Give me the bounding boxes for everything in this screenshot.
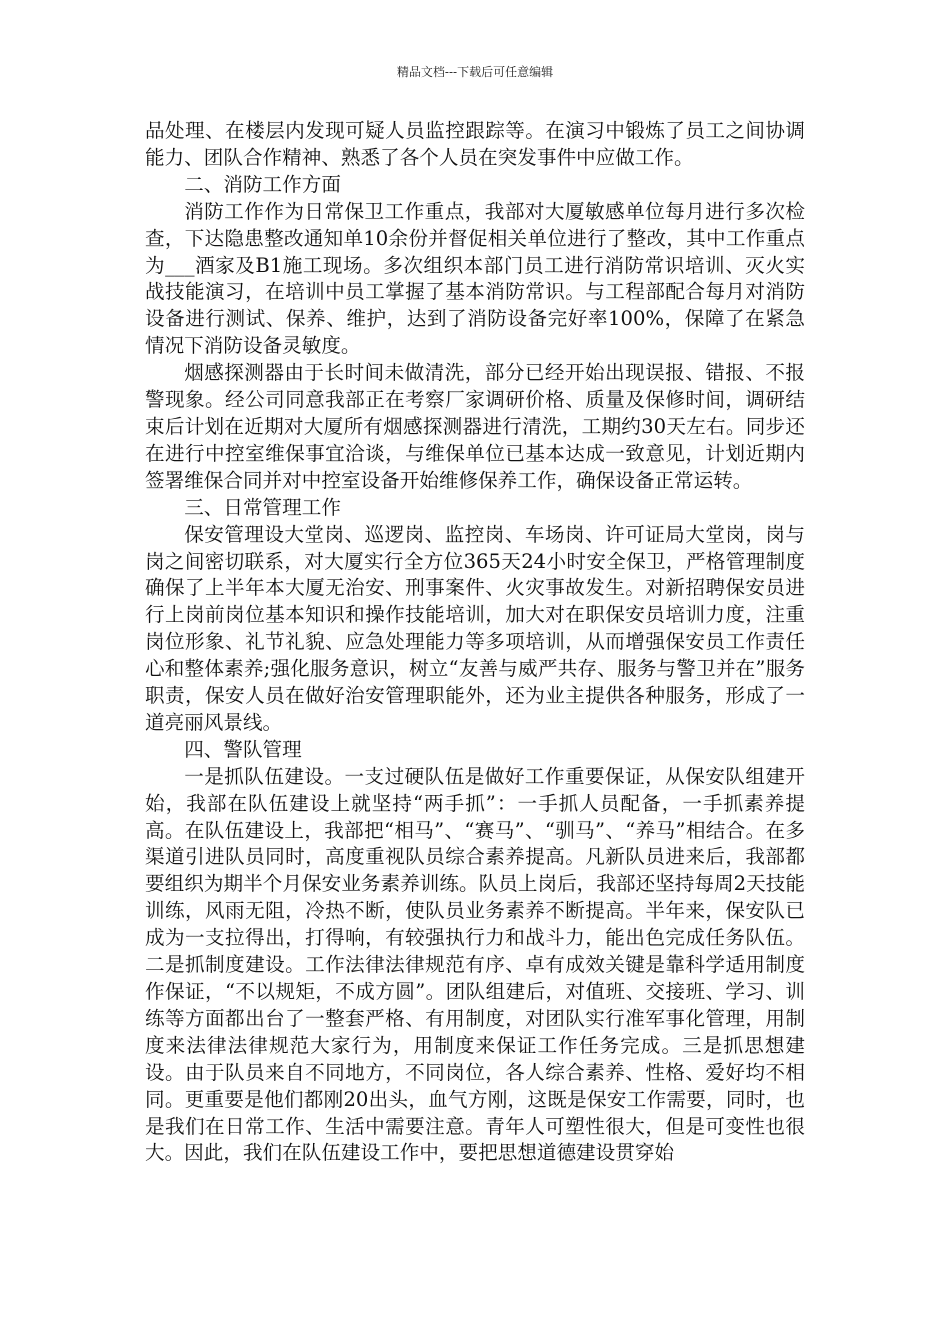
section-heading-daily-management: 三、日常管理工作 (184, 495, 341, 519)
section-heading-fire-safety: 二、消防工作方面 (184, 172, 341, 196)
page-header: 精品文档---下载后可任意编辑 (396, 65, 554, 79)
paragraph-security-posts: 保安管理设大堂岗、巡逻岗、监控岗、车场岗、许可证局大堂岗，岗与岗之间密切联系，对大厦实行全方位365天24小时安全保卫，严格管理制度确保了上半年本大厦无治安、刑事案件、火灾事故发生。对新招聘保安员进行上岗前岗位基本知识和操作技能培训，加大对在职保安员培训力度，注重岗位形象、礼节礼貌、应急处理能力等多项培训，从而增强保安员工作责任心和整体素养;强化服务意识，树立“友善与威严共存、服务与警卫并在”服务职责，保安人员在做好治安管理职能外，还为业主提供各种服务，形成了一道亮丽风景线。 (145, 522, 805, 734)
document-body (145, 118, 805, 1167)
paragraph-team-building: 一是抓队伍建设。一支过硬队伍是做好工作重要保证，从保安队组建开始，我部在队伍建设上就坚持“两手抓”：一手抓人员配备，一手抓素养提高。在队伍建设上，我部把“相马”、“赛马”、“驯马”、“养马”相结合。在多渠道引进队员同时，高度重视队员综合素养提高。凡新队员进来后，我部都要组织为期半个月保安业务素养训练。队员上岗后，我部还坚持每周2天技能训练，风雨无阻，冷热不断，使队员业务素养不断提高。半年来，保安队已成为一支拉得出，打得响，有较强执行力和战斗力，能出色完成任务队伍。二是抓制度建设。工作法律法律规范有序、卓有成效关键是靠科学适用制度作保证，“不以规矩，不成方圆”。团队组建后，对值班、交接班、学习、训练等方面都出台了一整套严格、有用制度，对团队实行准军事化管理，用制度来法律法律规范大家行为，用制度来保证工作任务完成。三是抓思想建设。由于队员来自不同地方，不同岗位，各人综合素养、性格、爱好均不相同。更重要是他们都刚20出头，血气方刚，这既是保安工作需要，同时，也是我们在日常工作、生活中需要注意。青年人可塑性很大，但是可变性也很大。因此，我们在队伍建设工作中，要把思想道德建设贯穿始 (145, 764, 805, 1165)
paragraph-drill-summary: 品处理、在楼层内发现可疑人员监控跟踪等。在演习中锻炼了员工之间协调能力、团队合作精神、熟悉了各个人员在突发事件中应做工作。 (145, 119, 805, 169)
paragraph-fire-inspection: 消防工作作为日常保卫工作重点，我部对大厦敏感单位每月进行多次检查，下达隐患整改通知单10余份并督促相关单位进行了整改，其中工作重点为___酒家及B1施工现场。多次组织本部门员工进行消防常识培训、灭火实战技能演习，在培训中员工掌握了基本消防常识。与工程部配合每月对消防设备进行测试、保养、维护，达到了消防设备完好率100%，保障了在紧急情况下消防设备灵敏度。 (145, 199, 805, 358)
paragraph-smoke-detectors: 烟感探测器由于长时间未做清洗，部分已经开始出现误报、错报、不报警现象。经公司同意我部正在考察厂家调研价格、质量及保修时间，调研结束后计划在近期对大厦所有烟感探测器进行清洗，工期约30天左右。同步还在进行中控室维保事宜洽谈，与维保单位已基本达成一致意见，计划近期内签署维保合同并对中控室设备开始维修保养工作，确保设备正常运转。 (145, 361, 805, 492)
section-heading-team-management: 四、警队管理 (184, 737, 302, 761)
